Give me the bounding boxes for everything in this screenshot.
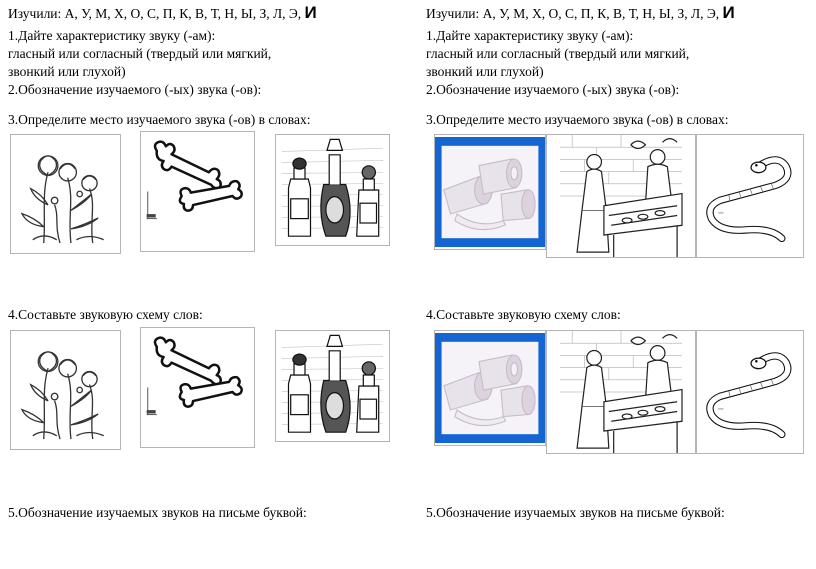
studied-last-letter: И [722,3,735,22]
task1-title: 1.Дайте характеристику звуку (-ам): [426,28,634,43]
left-worksheet [8,0,408,569]
poppy-flowers-icon [11,135,120,253]
task2-title: 2.Обозначение изучаемого (-ых) звука (-ов): [426,82,680,97]
bones-icon [141,328,254,447]
task1-line3: звонкий или глухой) [8,64,126,79]
perfume-bottles-picture [275,134,390,246]
bandage-rolls-icon [435,331,545,445]
task4-title: 4.Составьте звуковую схему слов: [8,307,203,322]
snake-icon [697,331,803,453]
studied-letters-text: Изучили: А, У, М, Х, О, С, П, К, В, Т, Н, Ы, З, Л, Э, [8,6,302,21]
perfume-bottles-icon [276,331,389,441]
snake-icon [697,135,803,257]
task1-title: 1.Дайте характеристику звуку (-ам): [8,28,216,43]
perfume-bottles-picture-2 [275,330,390,442]
bones-picture-2 [140,327,255,448]
poppy-flowers-icon [11,331,120,449]
studied-letters-line [426,5,735,22]
market-seller-icon [547,135,695,257]
studied-letters-line [8,5,317,22]
task4-title: 4.Составьте звуковую схему слов: [426,307,621,322]
right-worksheet [426,0,816,569]
task5-title: 5.Обозначение изучаемых звуков на письме буквой: [8,505,307,520]
snake-picture-2 [696,330,804,454]
poppy-flowers-picture-2 [10,330,121,450]
market-seller-icon [547,331,695,453]
bones-picture [140,131,255,252]
snake-picture [696,134,804,258]
task1-line2: гласный или согласный (твердый или мягкий, [426,46,690,61]
bandage-rolls-icon [435,135,545,249]
task3-title: 3.Определите место изучаемого звука (-ов) в словах: [8,112,311,127]
market-seller-picture [546,134,696,258]
poppy-flowers-picture [10,134,121,254]
perfume-bottles-icon [276,135,389,245]
task5-title: 5.Обозначение изучаемых звуков на письме буквой: [426,505,725,520]
market-seller-picture-2 [546,330,696,454]
task1-line2: гласный или согласный (твердый или мягкий, [8,46,272,61]
task2-title: 2.Обозначение изучаемого (-ых) звука (-ов): [8,82,262,97]
studied-letters-text: Изучили: А, У, М, Х, О, С, П, К, В, Т, Н, Ы, З, Л, Э, [426,6,720,21]
task3-title: 3.Определите место изучаемого звука (-ов) в словах: [426,112,729,127]
bandage-rolls-picture [434,134,546,250]
bones-icon [141,132,254,251]
bandage-rolls-picture-2 [434,330,546,446]
task1-line3: звонкий или глухой) [426,64,544,79]
studied-last-letter: И [304,3,317,22]
